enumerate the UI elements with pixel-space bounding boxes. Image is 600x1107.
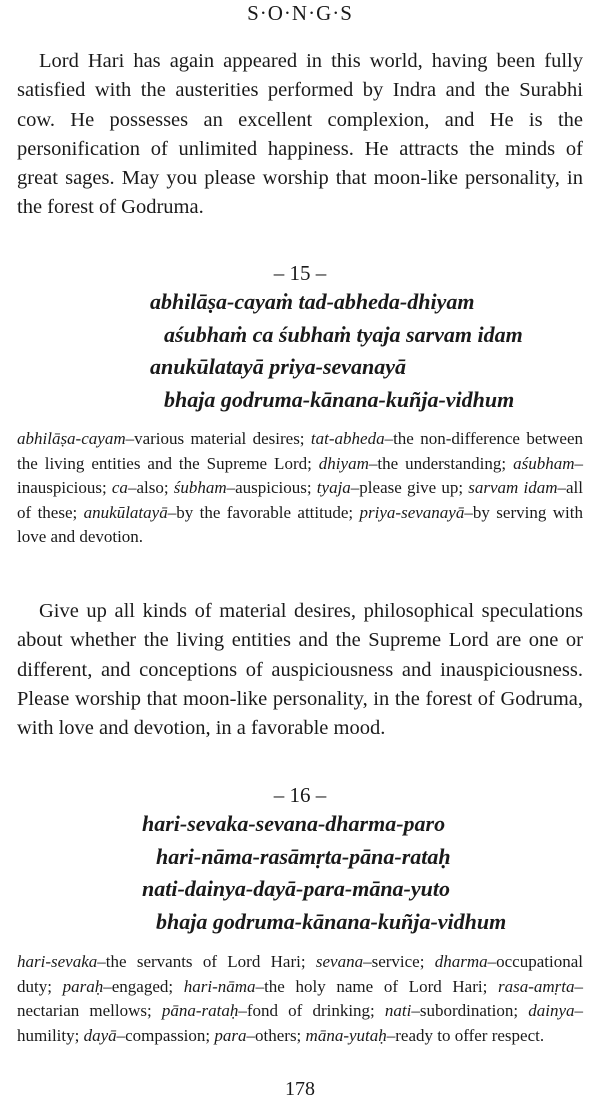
synonym-term: pāna-rataḥ (161, 1001, 239, 1021)
running-header: S·O·N·G·S (247, 1, 353, 25)
synonym-term: abhilāṣa-cayam (17, 429, 126, 448)
synonym-term: sevana (315, 952, 364, 971)
synonym-meaning: the non-difference between the living entities and the Supreme Lord; (17, 429, 583, 473)
synonym-meaning: fond of drinking; (246, 1001, 385, 1021)
synonym-term: dhiyam (318, 453, 369, 473)
synonym-meaning: all of these; (17, 478, 584, 522)
synonym-term: ca (111, 478, 128, 498)
verse-16-number: – 16 – (273, 783, 327, 807)
synonym-term: dainya (528, 1001, 575, 1021)
verse-15-text (150, 286, 523, 416)
synonym-meaning: inauspicious; (17, 478, 112, 498)
synonym-term: hari-sevaka (17, 952, 98, 971)
verse-16-text (142, 808, 506, 938)
synonym-meaning: also; (136, 478, 174, 498)
synonym-term: priya-sevanayā (359, 502, 465, 522)
synonym-meaning: please give up; (359, 478, 469, 498)
verse-line: aśubhaṁ ca śubhaṁ tyaja sarvam idam (164, 321, 523, 347)
synonym-meaning: by serving with love and devotion. (17, 502, 583, 547)
synonym-meaning: the servants of Lord Hari; (105, 952, 316, 971)
verse-line: hari-nāma-rasāmṛta-pāna-rataḥ (156, 843, 451, 869)
synonym-term: māna-yutaḥ (305, 1025, 387, 1045)
synonym-term: anukūlatayā (83, 502, 168, 522)
verse-16-synonyms: hari-sevaka–the servants of Lord Hari; sevana–service; dharma–occupational duty; paraḥ–engaged; hari-nāma–the holy name of Lord Hari; rasa-amṛta–nectarian mellows; pāna-rataḥ–fond of drinking; nati–subordination; dainya–humility; dayā–compassion; para–others; māna-yutaḥ–ready to offer respect. (17, 952, 584, 1045)
verse-line: abhilāṣa-cayaṁ tad-abheda-dhiyam (150, 289, 475, 314)
synonym-term: dayā (83, 1025, 117, 1045)
synonym-meaning: auspicious; (235, 478, 317, 498)
synonym-term: aśubham (513, 453, 575, 473)
synonym-term: sarvam idam (468, 478, 558, 498)
synonym-term: rasa-amṛta (498, 976, 575, 996)
synonym-meaning: by the favorable attitude; (176, 502, 360, 522)
synonym-meaning: the holy name of Lord Hari; (264, 976, 498, 996)
verse-line: nati-dainya-dayā-para-māna-yuto (142, 876, 450, 901)
synonym-meaning: occupational duty; (17, 952, 583, 996)
synonym-meaning: others; (255, 1025, 306, 1045)
synonym-meaning: engaged; (111, 976, 184, 996)
synonym-term: tat-abheda (310, 429, 385, 448)
translation-paragraph-1: Lord Hari has again appeared in this world, having been fully satisfied with the austerities performed by Indra and the Surabhi cow. He possesses an excellent complexion, and He is the personification of unlimited happiness. He attracts the minds of great sages. May you please worship that moon-like personality, in the forest of Godruma. (17, 50, 583, 219)
synonym-term: nati (384, 1001, 412, 1021)
verse-line: bhaja godruma-kānana-kuñja-vidhum (156, 908, 507, 934)
synonym-term: para (214, 1025, 247, 1045)
translation-paragraph-2: Give up all kinds of material desires, philosophical speculations about whether the living entities and the Supreme Lord are one or different, and conceptions of auspiciousness and inauspiciousness. Please worship that moon-like personality, in the forest of Godruma, with love and devotion, in a favorable mood. (17, 600, 583, 740)
verse-15-number: – 15 – (273, 261, 327, 285)
synonym-meaning: various material desires; (134, 429, 311, 448)
synonym-meaning: subordination; (419, 1001, 529, 1021)
verse-line: bhaja godruma-kānana-kuñja-vidhum (164, 386, 515, 412)
synonym-term: paraḥ (62, 976, 104, 996)
verse-line: anukūlatayā priya-sevanayā (150, 354, 407, 379)
synonym-meaning: ready to offer respect. (395, 1025, 545, 1045)
synonym-meaning: nectarian mellows; (17, 1001, 162, 1021)
verse-line: hari-sevaka-sevana-dharma-paro (142, 811, 446, 836)
synonym-term: hari-nāma (183, 976, 256, 996)
page-number: 178 (285, 1078, 315, 1100)
synonym-meaning: humility; (17, 1025, 84, 1045)
synonym-term: tyaja (316, 478, 351, 498)
synonym-term: dharma (434, 952, 488, 971)
verse-15-synonyms: abhilāṣa-cayam–various material desires; tat-abheda–the non-difference between the living entities and the Supreme Lord; dhiyam–the understanding; aśubham–inauspicious; ca–also; śubham–auspicious; tyaja–please give up; sarvam idam–all of these; anukūlatayā–by the favorable attitude; priya-sevanayā–by serving with love and devotion. (17, 429, 584, 547)
synonym-meaning: service; (371, 952, 435, 971)
synonym-meaning: compassion; (125, 1025, 215, 1045)
synonym-meaning: the understanding; (377, 453, 514, 473)
synonym-term: śubham (173, 478, 227, 498)
